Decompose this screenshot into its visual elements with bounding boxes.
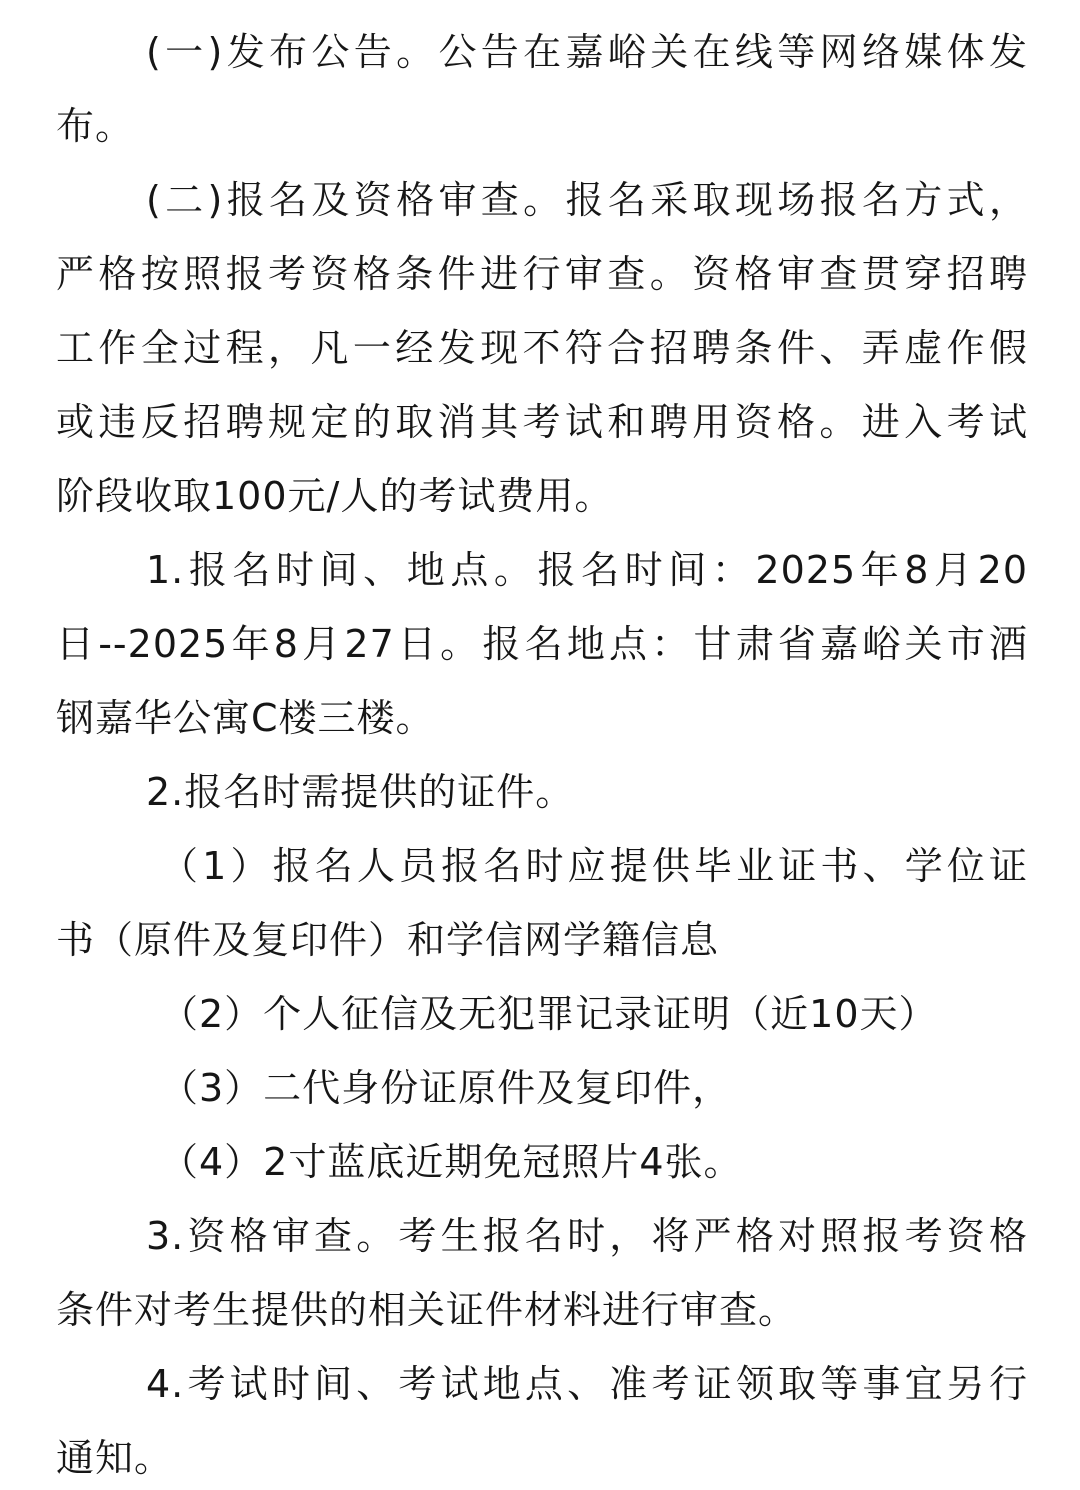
para-registration-review-cont-2: 工作全过程，凡一经发现不符合招聘条件、弄虚作假 [56, 326, 1028, 370]
item-4-exam-notice: 4.考试时间、考试地点、准考证领取等事宜另行 [146, 1362, 1028, 1406]
item-4-exam-notice-cont: 通知。 [56, 1436, 174, 1480]
para-publish-announcement-cont: 布。 [56, 104, 135, 148]
para-publish-announcement: (一)发布公告。公告在嘉峪关在线等网络媒体发 [146, 30, 1028, 74]
para-registration-review: (二)报名及资格审查。报名采取现场报名方式， [146, 178, 1028, 222]
doc-item-3: （3）二代身份证原件及复印件， [160, 1066, 732, 1110]
item-3-qualification-review: 3.资格审查。考生报名时，将严格对照报考资格 [146, 1214, 1028, 1258]
item-3-qualification-review-cont: 条件对考生提供的相关证件材料进行审查。 [56, 1288, 798, 1332]
doc-item-1: （1）报名人员报名时应提供毕业证书、学位证 [160, 844, 1028, 888]
doc-item-2: （2）个人征信及无犯罪记录证明（近10天） [160, 992, 938, 1036]
para-registration-review-cont-4: 阶段收取100元/人的考试费用。 [56, 474, 614, 518]
para-registration-review-cont-3: 或违反招聘规定的取消其考试和聘用资格。进入考试 [56, 400, 1028, 444]
para-registration-review-cont-1: 严格按照报考资格条件进行审查。资格审查贯穿招聘 [56, 252, 1028, 296]
doc-item-4: （4）2寸蓝底近期免冠照片4张。 [160, 1140, 743, 1184]
item-2-required-documents: 2.报名时需提供的证件。 [146, 770, 575, 814]
doc-item-1-cont: 书（原件及复印件）和学信网学籍信息 [56, 918, 720, 962]
item-1-time-place-cont-2: 钢嘉华公寓C楼三楼。 [56, 696, 435, 740]
item-1-time-place-cont-1: 日--2025年8月27日。报名地点：甘肃省嘉峪关市酒 [56, 622, 1028, 666]
item-1-time-place: 1.报名时间、地点。报名时间：2025年8月20 [146, 548, 1028, 592]
